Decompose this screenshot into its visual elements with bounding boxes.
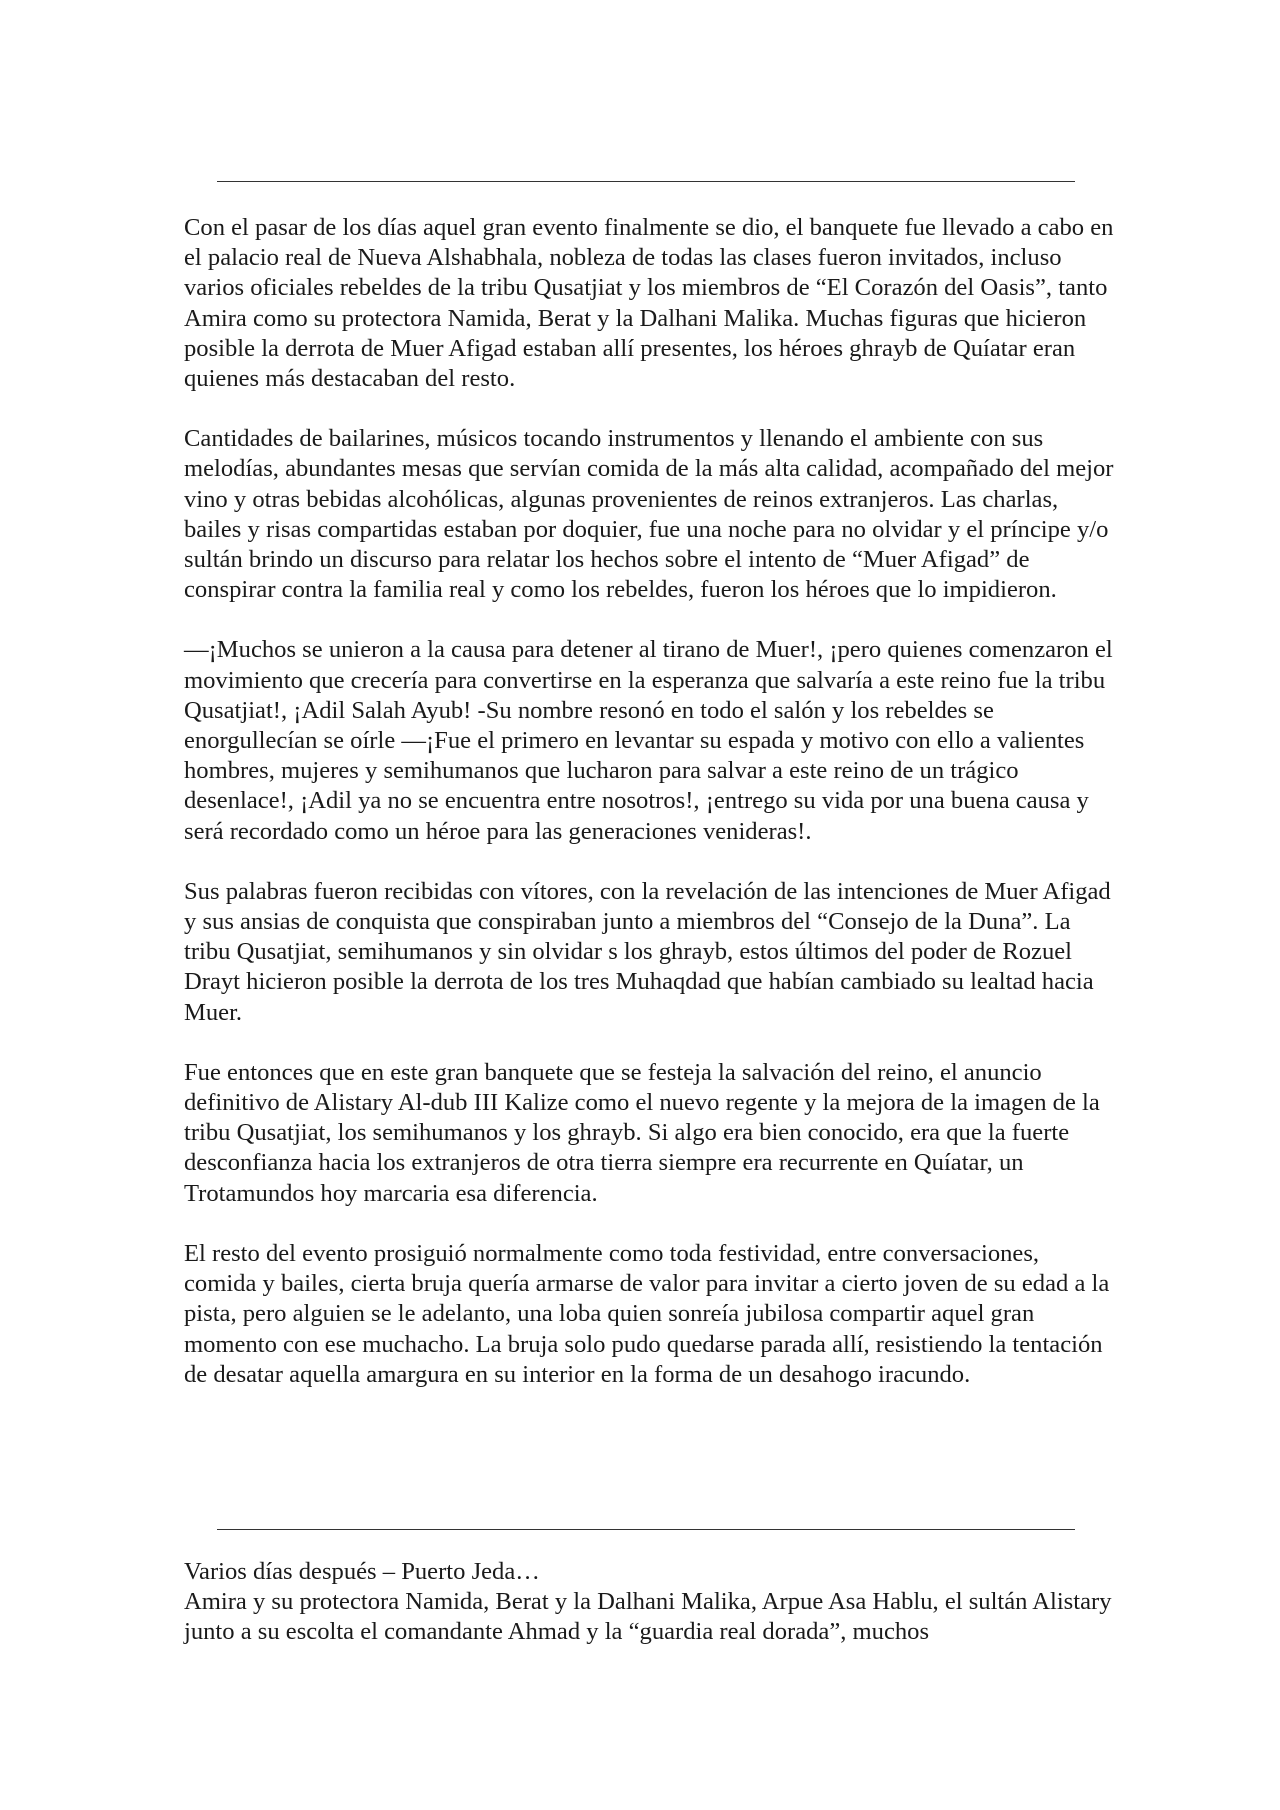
paragraph-banquet-intro: Con el pasar de los días aquel gran evento finalmente se dio, el banquete fue llevado a cabo en el palacio real de Nueva Alshabhala, nobleza de todas las clases fueron invitados, incluso varios oficiales rebeldes de la tribu Qusatjiat y los miembros de “El Corazón del Oasis”, tanto Amira como su protectora Namida, Berat y la Dalhani Malika. Muchas figuras que hicieron posible la derrota de Muer Afigad estaban allí presentes, los héroes ghrayb de Quíatar eran quienes más destacaban del resto. bbox=[184, 214, 1114, 393]
paragraph-speech: —¡Muchos se unieron a la causa para detener al tirano de Muer!, ¡pero quienes comenzaron el movimiento que crecería para convertirse en la esperanza que salvaría a este reino fue la tribu Qusatjiat!, ¡Adil Salah Ayub! -Su nombre resonó en todo el salón y los rebeldes se enorgullecían se oírle —¡Fue el primero en levantar su espada y motivo con ello a valientes hombres, mujeres y semihumanos que lucharon para salvar a este reino de un trágico desenlace!, ¡Adil ya no se encuentra entre nosotros!, ¡entrego su vida por una buena causa y será recordado como un héroe para las generaciones venideras!. bbox=[184, 636, 1113, 845]
paragraph-puerto-jeda: Amira y su protectora Namida, Berat y la Dalhani Malika, Arpue Asa Hablu, el sultán Alistary junto a su escolta el comandante Ahmad y la “guardia real dorada”, muchos bbox=[184, 1588, 1112, 1646]
paragraph-cheers: Sus palabras fueron recibidas con vítores, con la revelación de las intenciones de Muer Afigad y sus ansias de conquista que conspiraban junto a miembros del “Consejo de la Duna”. La tribu Qusatjiat, semihumanos y sin olvidar s los ghrayb, estos últimos del poder de Rozuel Drayt hicieron posible la derrota de los tres Muhaqdad que habían cambiado su lealtad hacia Muer. bbox=[184, 877, 1111, 1026]
paragraph-festivities: Cantidades de bailarines, músicos tocando instrumentos y llenando el ambiente con sus melodías, abundantes mesas que servían comida de la más alta calidad, acompañado del mejor vino y otras bebidas alcohólicas, algunas provenientes de reinos extranjeros. Las charlas, bailes y risas compartidas estaban por doquier, fue una noche para no olvidar y el príncipe y/o sultán brindo un discurso para relatar los hechos sobre el intento de “Muer Afigad” de conspirar contra la familia real y como los rebeldes, fueron los héroes que lo impidieron. bbox=[184, 425, 1114, 604]
paragraph-event-rest: El resto del evento prosiguió normalmente como toda festividad, entre conversaciones, comida y bailes, cierta bruja quería armarse de valor para invitar a cierto joven de su edad a la pista, pero alguien se le adelanto, una loba quien sonreía jubilosa compartir aquel gran momento con ese muchacho. La bruja solo pudo quedarse parada allí, resistiendo la tentación de desatar aquella amargura en su interior en la forma de un desahogo iracundo. bbox=[184, 1239, 1110, 1388]
section-divider-middle bbox=[217, 1529, 1075, 1530]
scene-heading: Varios días después – Puerto Jeda… bbox=[184, 1558, 540, 1585]
paragraph-announcement: Fue entonces que en este gran banquete que se festeja la salvación del reino, el anuncio definitivo de Alistary Al-dub III Kalize como el nuevo regente y la mejora de la imagen de la tribu Qusatjiat, los semihumanos y los ghrayb. Si algo era bien conocido, era que la fuerte desconfianza hacia los extranjeros de otra tierra siempre era recurrente en Quíatar, un Trotamundos hoy marcaria esa diferencia. bbox=[184, 1058, 1100, 1207]
section-2-text bbox=[184, 1557, 1114, 1648]
section-1-text bbox=[184, 213, 1114, 1420]
section-divider-top bbox=[217, 181, 1075, 182]
